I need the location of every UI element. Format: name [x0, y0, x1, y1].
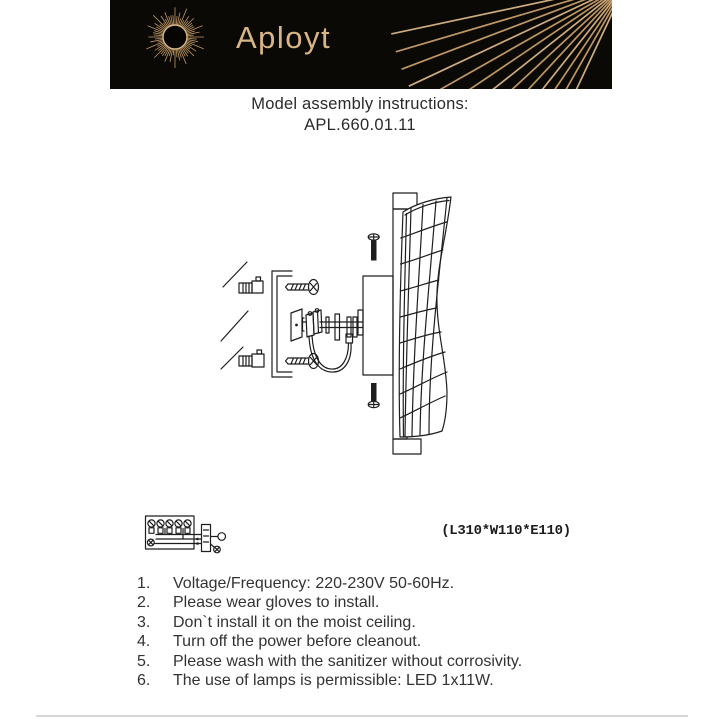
- instruction-item: [137, 613, 617, 632]
- instruction-number: 3.: [137, 613, 151, 631]
- dimensions-label: (L310*W110*E110): [441, 523, 571, 539]
- brand-wordmark: Aployt: [236, 20, 332, 55]
- model-code: APL.660.01.11: [304, 116, 416, 134]
- instruction-item: [137, 593, 617, 612]
- instruction-text: Please wear gloves to install.: [173, 594, 380, 612]
- instruction-number: 5.: [137, 652, 151, 670]
- instruction-number: 6.: [137, 672, 151, 690]
- page-bottom-divider: [36, 715, 688, 717]
- mounting-bracket: [272, 271, 292, 377]
- instruction-text: Turn off the power before cleanout.: [173, 633, 422, 651]
- instruction-item: [137, 574, 617, 593]
- instruction-number: 2.: [137, 594, 151, 612]
- wall-anchor-top: [239, 277, 263, 293]
- instruction-text: Voltage/Frequency: 220-230V 50-60Hz.: [173, 575, 455, 592]
- screw-horizontal-bottom: [286, 354, 319, 369]
- instructions-list: [137, 574, 617, 690]
- mounting-rod: [320, 314, 363, 340]
- power-connector: [291, 309, 322, 341]
- wall-hatch: [221, 262, 248, 369]
- lamp-shade: [399, 197, 451, 437]
- instruction-number: 1.: [137, 575, 151, 592]
- instruction-item: [137, 671, 617, 690]
- instruction-text: Don`t install it on the moist ceiling.: [173, 613, 416, 631]
- instruction-item: [137, 632, 617, 651]
- terminal-block-diagram: [146, 516, 226, 553]
- backplate: [358, 276, 393, 375]
- cable-loop: [309, 334, 353, 372]
- instruction-item: [137, 652, 617, 671]
- wall-anchor-bottom: [239, 350, 264, 367]
- screw-horizontal-top: [286, 280, 319, 295]
- page-title: Model assembly instructions:: [251, 95, 469, 113]
- instruction-text: Please wash with the sanitizer without corrosivity.: [173, 652, 523, 670]
- instruction-text: The use of lamps is permissible: LED 1x11W.: [173, 672, 494, 690]
- instruction-number: 4.: [137, 633, 151, 651]
- screw-vertical-bottom: [368, 383, 379, 408]
- screw-vertical-top: [368, 234, 379, 261]
